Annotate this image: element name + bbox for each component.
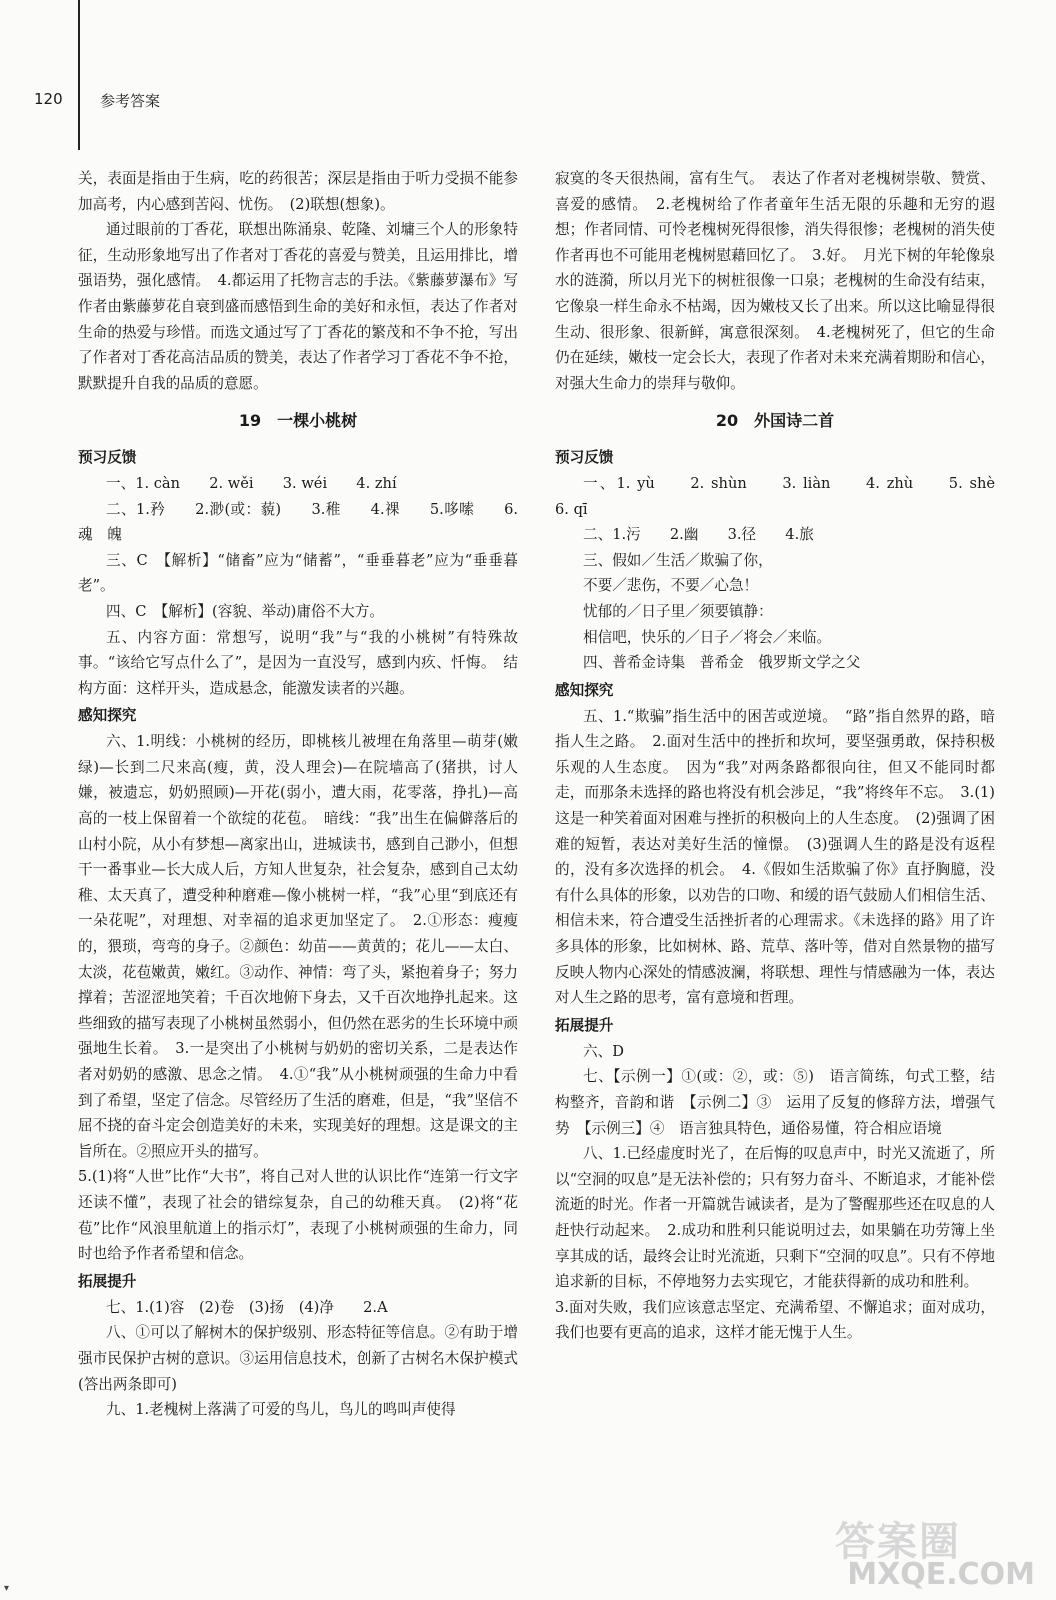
subsection-heading: 拓展提升 bbox=[555, 1016, 614, 1034]
right-column bbox=[555, 166, 1025, 1346]
answer-paragraph: 六、1.明线：小桃树的经历，即桃核儿被埋在角落里—萌芽(嫩绿)—长到二尺来高(瘦，黄，没人理会)—在院墙高了(猪拱，讨人嫌，被遗忘，奶奶照顾)—开花(弱小，遭大雨，花零落，挣扎)—高高的一枝上保留着一个欲绽的花苞。 暗线：“我”出生在偏僻落后的山村小院，从小有梦想—离家出山，进城读书，感到自己渺小，但想干一番事业—长大成人后，方知人世复杂，社会复杂，感到自己太幼稚、太天真了，遭受种种磨难—像小桃树一样，“我”心里“到底还有一朵花呢”，对理想、对幸福的追求更加坚定了。 2.①形态：瘦瘦的，猥琐，弯弯的身子。②颜色：幼苗——黄黄的；花儿——太白、太淡，花苞嫩黄，嫩红。③动作、神情：弯了头，紧抱着身子；努力撑着；苦涩涩地笑着；千百次地俯下身去，又千百次地挣扎起来。这些细致的描写表现了小桃树虽然弱小，但仍然在恶劣的生长环境中顽强地生长着。 3.一是突出了小桃树与奶奶的密切关系，二是表达作者对奶奶的感激、思念之情。 4.①“我”从小桃树顽强的生命力中看到了希望，坚定了信念。尽管经历了生活的磨难，但是，“我”坚信不屈不挠的奋斗定会创造美好的未来，实现美好的理想。这是课文的主旨所在。②照应开头的描写。 bbox=[78, 733, 518, 1160]
answer-paragraph: 一、1. càn 2. wěi 3. wéi 4. zhí bbox=[106, 474, 397, 492]
answer-paragraph: 5.(1)将“人世”比作“大书”，将自己对人世的认识比作“连第一行文字还读不懂”，表现了社会的错综复杂，自己的幼稚天真。 (2)将“花苞”比作“风浪里航道上的指示灯”，表现了小桃树顽强的生命力，同时也给予作者希望和信念。 bbox=[78, 1168, 518, 1263]
section-title: 20 外国诗二首 bbox=[715, 411, 835, 431]
answer-paragraph: 三、假如／生活／欺骗了你， bbox=[583, 551, 773, 569]
answer-paragraph: 四、普希金诗集 普希金 俄罗斯文学之父 bbox=[583, 654, 861, 672]
answer-paragraph: 五、内容方面：常想写，说明“我”与“我的小桃树”有特殊故事。“该给它写点什么了”，是因为一直没写，感到内疚、忏悔。 结构方面：这样开头，造成悬念，能激发读者的兴趣。 bbox=[78, 628, 518, 697]
answer-paragraph: 通过眼前的丁香花，联想出陈涌泉、乾隆、刘墉三个人的形象特征，生动形象地写出了作者对丁香花的喜爱与赞美，且运用排比，增强语势，强化感情。 4.都运用了托物言志的手法。《紫藤萝瀑布》写作者由紫藤萝花自衰到盛而感悟到生命的美好和永恒，表达了作者对生命的热爱与珍惜。而选文通过写了丁香花的繁茂和不争不抢，写出了作者对丁香花高洁品质的赞美，表达了作者学习丁香花不争不抢，默默提升自我的品质的意愿。 bbox=[78, 221, 518, 392]
answer-paragraph: 寂寞的冬天很热闹，富有生气。 表达了作者对老槐树崇敬、赞赏、喜爱的感情。 2.老槐树给了作者童年生活无限的乐趣和无穷的遐想；作者同情、可怜老槐树死得很惨，消失得很惨；老槐树的消失使作者再也不可能用老槐树慰藉回忆了。 3.好。 月光下树的年轮像泉水的涟漪，所以月光下的树桩很像一口泉；老槐树的生命没有结束，它像泉一样生命永不枯竭，因为嫩枝又长了出来。所以这比喻显得很生动、很形象、很新鲜，寓意很深刻。 4.老槐树死了，但它的生命仍在延续，嫩枝一定会长大，表现了作者对未来充满着期盼和信心，对强大生命力的崇拜与敬仰。 bbox=[555, 170, 995, 392]
answer-paragraph: 一、1. yù 2. shùn 3. liàn 4. zhù 5. shè 6. qī bbox=[555, 474, 1025, 518]
answer-paragraph: 四、C 【解析】(容貌、举动)庸俗不大方。 bbox=[106, 602, 384, 620]
subsection-heading: 感知探究 bbox=[555, 681, 614, 699]
answer-paragraph: 七、1.(1)容 (2)卷 (3)扬 (4)净 2.A bbox=[106, 1298, 388, 1316]
answer-paragraph: 关，表面是指由于生病，吃的药很苦；深层是指由于听力受损不能参加高考，内心感到苦闷、忧伤。 (2)联想(想象)。 bbox=[78, 170, 518, 213]
watermark-url: MXQE.COM bbox=[847, 1557, 1035, 1592]
subsection-heading: 预习反馈 bbox=[555, 448, 614, 466]
answer-paragraph: 八、1.已经虚度时光了，在后悔的叹息声中，时光又流逝了，所以“空洞的叹息”是无法补偿的；只有努力奋斗、不断追求，才能补偿流逝的时光。作者一开篇就告诫读者，是为了警醒那些还在叹息的人赶快行动起来。 2.成功和胜利只能说明过去，如果躺在功劳簿上坐享其成的话，最终会让时光流逝，只剩下“空洞的叹息”。只有不停地追求新的目标，不停地努力去实现它，才能获得新的成功和胜利。 bbox=[555, 1145, 995, 1291]
watermark-logo bbox=[835, 1510, 1035, 1592]
answer-paragraph: 3.面对失败，我们应该意志坚定、充满希望、不懈追求；面对成功，我们也要有更高的追求，这样才能无愧于人生。 bbox=[555, 1298, 995, 1342]
answer-paragraph: 六、D bbox=[583, 1042, 624, 1060]
page-number: 120 bbox=[34, 90, 63, 108]
answer-paragraph: 忧郁的／日子里／须要镇静： bbox=[583, 602, 773, 620]
answer-paragraph: 九、1.老槐树上落满了可爱的鸟儿，鸟儿的鸣叫声使得 bbox=[106, 1401, 456, 1419]
header-title: 参考答案 bbox=[100, 92, 161, 110]
subsection-heading: 拓展提升 bbox=[78, 1272, 137, 1290]
answer-paragraph: 相信吧，快乐的／日子／将会／来临。 bbox=[583, 628, 832, 646]
answer-paragraph: 八、①可以了解树木的保护级别、形态特征等信息。②有助于增强市民保护古树的意识。③运用信息技术，创新了古树名木保护模式 (答出两条即可) bbox=[78, 1324, 533, 1393]
header-divider bbox=[78, 0, 80, 150]
answer-paragraph: 不要／悲伤，不要／心急！ bbox=[583, 577, 759, 595]
answer-paragraph: 七、【示例一】①(或：②，或：⑤) 语言简练，句式工整，结构整齐，音韵和谐 【示例二】③ 运用了反复的修辞方法，增强气势 【示例三】④ 语言独具特色，通俗易懂，符合相应语境 bbox=[555, 1068, 995, 1137]
watermark-logo-text: 答案圈 bbox=[835, 1519, 961, 1565]
left-column bbox=[78, 166, 533, 1423]
subsection-heading: 感知探究 bbox=[78, 707, 137, 725]
subsection-heading: 预习反馈 bbox=[78, 448, 137, 466]
answer-paragraph: 五、1.“欺骗”指生活中的困苦或逆境。 “路”指自然界的路，暗指人生之路。 2.面对生活中的挫折和坎坷，要坚强勇敢，保持积极乐观的人生态度。 因为“我”对两条路都很向往，但又不能同时都走，而那条未选择的路也将没有机会涉足，“我”将终年不忘。 3.(1)这是一种笑着面对困难与挫折的积极向上的人生态度。 (2)强调了困难的短暂，表达对美好生活的憧憬。 (3)强调人生的路是没有返程的，没有多次选择的机会。 4.《假如生活欺骗了你》直抒胸臆，没有什么具体的形象，以劝告的口吻、和缓的语气鼓励人们相信生活、相信未来，符合遭受生活挫折者的心理需求。《未选择的路》用了许多具体的形象，比如树林、路、荒草、落叶等，借对自然景物的描写反映人物内心深处的情感波澜，将联想、理性与情感融为一体，表达对人生之路的思考，富有意境和哲理。 bbox=[555, 707, 995, 1007]
answer-paragraph: 二、1.矜 2.渺(或：藐) 3.稚 4.祼 5.哆嗦 6.魂 魄 bbox=[78, 500, 518, 544]
answer-paragraph: 二、1.污 2.幽 3.径 4.旅 bbox=[583, 526, 814, 544]
corner-mark: ▾ bbox=[4, 1583, 10, 1594]
section-title: 19 一棵小桃树 bbox=[238, 411, 358, 431]
answer-paragraph: 三、C 【解析】“储畜”应为“储蓄”，“垂垂暮老”应为“垂垂暮老”。 bbox=[78, 551, 518, 595]
